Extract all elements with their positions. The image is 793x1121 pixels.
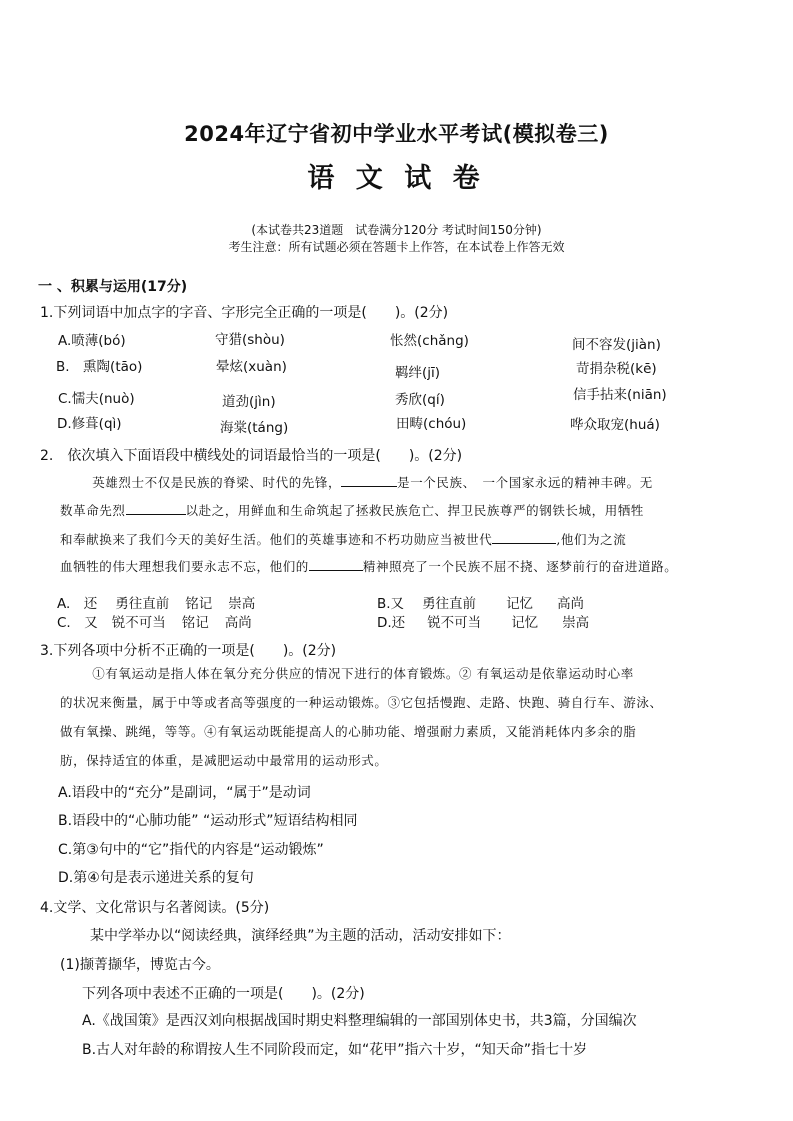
- q3-passage-line-1: ①有氧运动是指人体在氧分充分供应的情况下进行的体育锻炼。② 有氧运动是依靠运动时心率: [66, 666, 634, 681]
- q2-passage-line-3: [60, 530, 626, 548]
- q2-option-c: [57, 611, 252, 631]
- q2-option-c-4: 高尚: [224, 615, 252, 631]
- exam-info: (本试卷共23道题 试卷满分120分 考试时间150分钟): [251, 223, 542, 237]
- q3-option-d: D.第④句是表示递进关系的复句: [58, 870, 254, 886]
- q2-option-b-3: 记忆: [506, 596, 534, 612]
- q1-option-d-3: 田畴(chóu): [396, 416, 467, 432]
- q2-option-b-4: 高尚: [557, 596, 585, 612]
- q2-option-d: [377, 611, 589, 631]
- q1-option-c-1: C.懦夫(nuò): [58, 391, 135, 407]
- q1-option-a-2: 守猎(shòu): [215, 332, 285, 348]
- q2-option-b-1: B.又: [377, 596, 405, 612]
- q3-passage-line-2: 的状况来衡量，属于中等或者高等强度的一种运动锻炼。③它包括慢跑、走路、快跑、骑自行车、游泳、: [60, 695, 663, 710]
- q3-passage-line-4: 肪，保持适宜的体重，是减肥运动中最常用的运动形式。: [60, 753, 388, 768]
- q1-option-d-4: 哗众取宠(huá): [570, 417, 660, 433]
- answer-blank: [492, 531, 556, 544]
- q2-option-c-3: 铭记: [181, 615, 209, 631]
- exam-title: 2024年辽宁省初中学业水平考试(模拟卷三): [184, 122, 609, 146]
- q2-passage-line-1: [66, 473, 653, 491]
- q2-option-a-2: 勇往直前: [115, 596, 170, 612]
- q4-option-a: A.《战国策》是西汉刘向根据战国时期史料整理编辑的一部国别体史书，共3篇，分国编次: [82, 1013, 637, 1029]
- q2-option-d-1: D.还: [377, 615, 406, 631]
- q4-stem: 4.文学、文化常识与名著阅读。(5分): [40, 900, 270, 916]
- q1-option-a-1: A.喷薄(bó): [58, 333, 126, 349]
- q2-option-b: [377, 592, 584, 612]
- q2-option-b-2: 勇往直前: [422, 596, 477, 612]
- q2-line-text: 以赴之，用鲜血和生命筑起了拯救民族危亡、捍卫民族尊严的钢铁长城，用牺牲: [185, 503, 645, 518]
- q1-option-b-2: 晕炫(xuàn): [216, 359, 287, 375]
- q4-intro: 某中学举办以“阅读经典，演绎经典”为主题的活动，活动安排如下：: [90, 928, 511, 944]
- q2-line-text: 是一个民族、 一个国家永远的精神丰碑。无: [397, 475, 653, 490]
- answer-blank: [341, 474, 397, 487]
- q2-line-text: 血牺牲的伟大理想我们要永志不忘，他们的: [60, 559, 309, 574]
- section-title: 一 、积累与运用(17分): [38, 279, 188, 295]
- answer-blank: [309, 558, 363, 571]
- q1-option-c-2: 道劲(jìn): [222, 394, 276, 410]
- q2-passage-line-2: [60, 501, 644, 519]
- q2-line-text: 英雄烈士不仅是民族的脊梁、时代的先锋，: [66, 475, 342, 490]
- q3-option-a: A.语段中的“充分”是副词，“属于”是动词: [58, 785, 311, 801]
- q2-stem: 2. 依次填入下面语段中横线处的词语最恰当的一项是( )。(2分): [40, 448, 463, 464]
- q2-option-d-3: 记忆: [511, 615, 539, 631]
- q2-line-text: 数革命先烈: [60, 503, 126, 518]
- q1-option-b-4: 苛捐杂税(kē): [576, 361, 657, 377]
- q3-option-c: C.第③句中的“它”指代的内容是“运动锻炼”: [58, 842, 324, 858]
- q3-stem: 3.下列各项中分析不正确的一项是( )。(2分): [40, 643, 337, 659]
- q4-sub1-title: (1)撷菁撷华，博览古今。: [60, 957, 220, 973]
- exam-subject-title: 语 文 试 卷: [307, 163, 486, 194]
- q2-line-text: 精神照亮了一个民族不屈不挠、逐梦前行的奋进道路。: [362, 559, 678, 574]
- q2-option-a: [57, 592, 255, 612]
- q2-option-d-4: 崇高: [562, 615, 590, 631]
- q2-line-text: 和奉献换来了我们今天的美好生活。他们的英雄事迹和不朽功勋应当被世代: [60, 532, 493, 547]
- q2-line-text: ,他们为之流: [556, 532, 627, 547]
- q1-option-d-1: D.修葺(qì): [57, 416, 122, 432]
- q1-stem: 1.下列词语中加点字的字音、字形完全正确的一项是( )。(2分): [40, 305, 449, 321]
- q1-option-a-3: 怅然(chǎng): [390, 333, 469, 349]
- q2-passage-line-4: [60, 557, 677, 575]
- q1-option-c-3: 秀欣(qí): [395, 392, 445, 408]
- q3-option-b: B.语段中的“心肺功能” “运动形式”短语结构相同: [58, 813, 358, 829]
- q2-option-a-3: 铭记: [185, 596, 213, 612]
- q2-option-c-1: C. 又: [57, 615, 98, 631]
- q2-option-a-4: 崇高: [228, 596, 256, 612]
- q2-option-c-2: 锐不可当: [111, 615, 166, 631]
- answer-blank: [126, 502, 186, 515]
- q1-option-b-1: B. 熏陶(tāo): [56, 359, 143, 375]
- q1-option-b-3: 羁绊(jī): [395, 365, 441, 381]
- q4-sub1-stem: 下列各项中表述不正确的一项是( )。(2分): [82, 986, 365, 1002]
- q1-option-c-4: 信手拈来(niān): [573, 387, 667, 403]
- q2-option-d-2: 锐不可当: [427, 615, 482, 631]
- q2-option-a-1: A. 还: [57, 596, 98, 612]
- q3-passage-line-3: 做有氧操、跳绳，等等。④有氧运动既能提高人的心肺功能、增强耐力素质，又能消耗体内多余的脂: [60, 724, 637, 739]
- q4-option-b: B.古人对年龄的称谓按人生不同阶段而定，如“花甲”指六十岁，“知天命”指七十岁: [82, 1042, 588, 1058]
- exam-notice: 考生注意：所有试题必须在答题卡上作答，在本试卷上作答无效: [228, 240, 565, 254]
- q1-option-d-2: 海棠(táng): [220, 420, 289, 436]
- q1-option-a-4: 间不容发(jiàn): [572, 337, 661, 353]
